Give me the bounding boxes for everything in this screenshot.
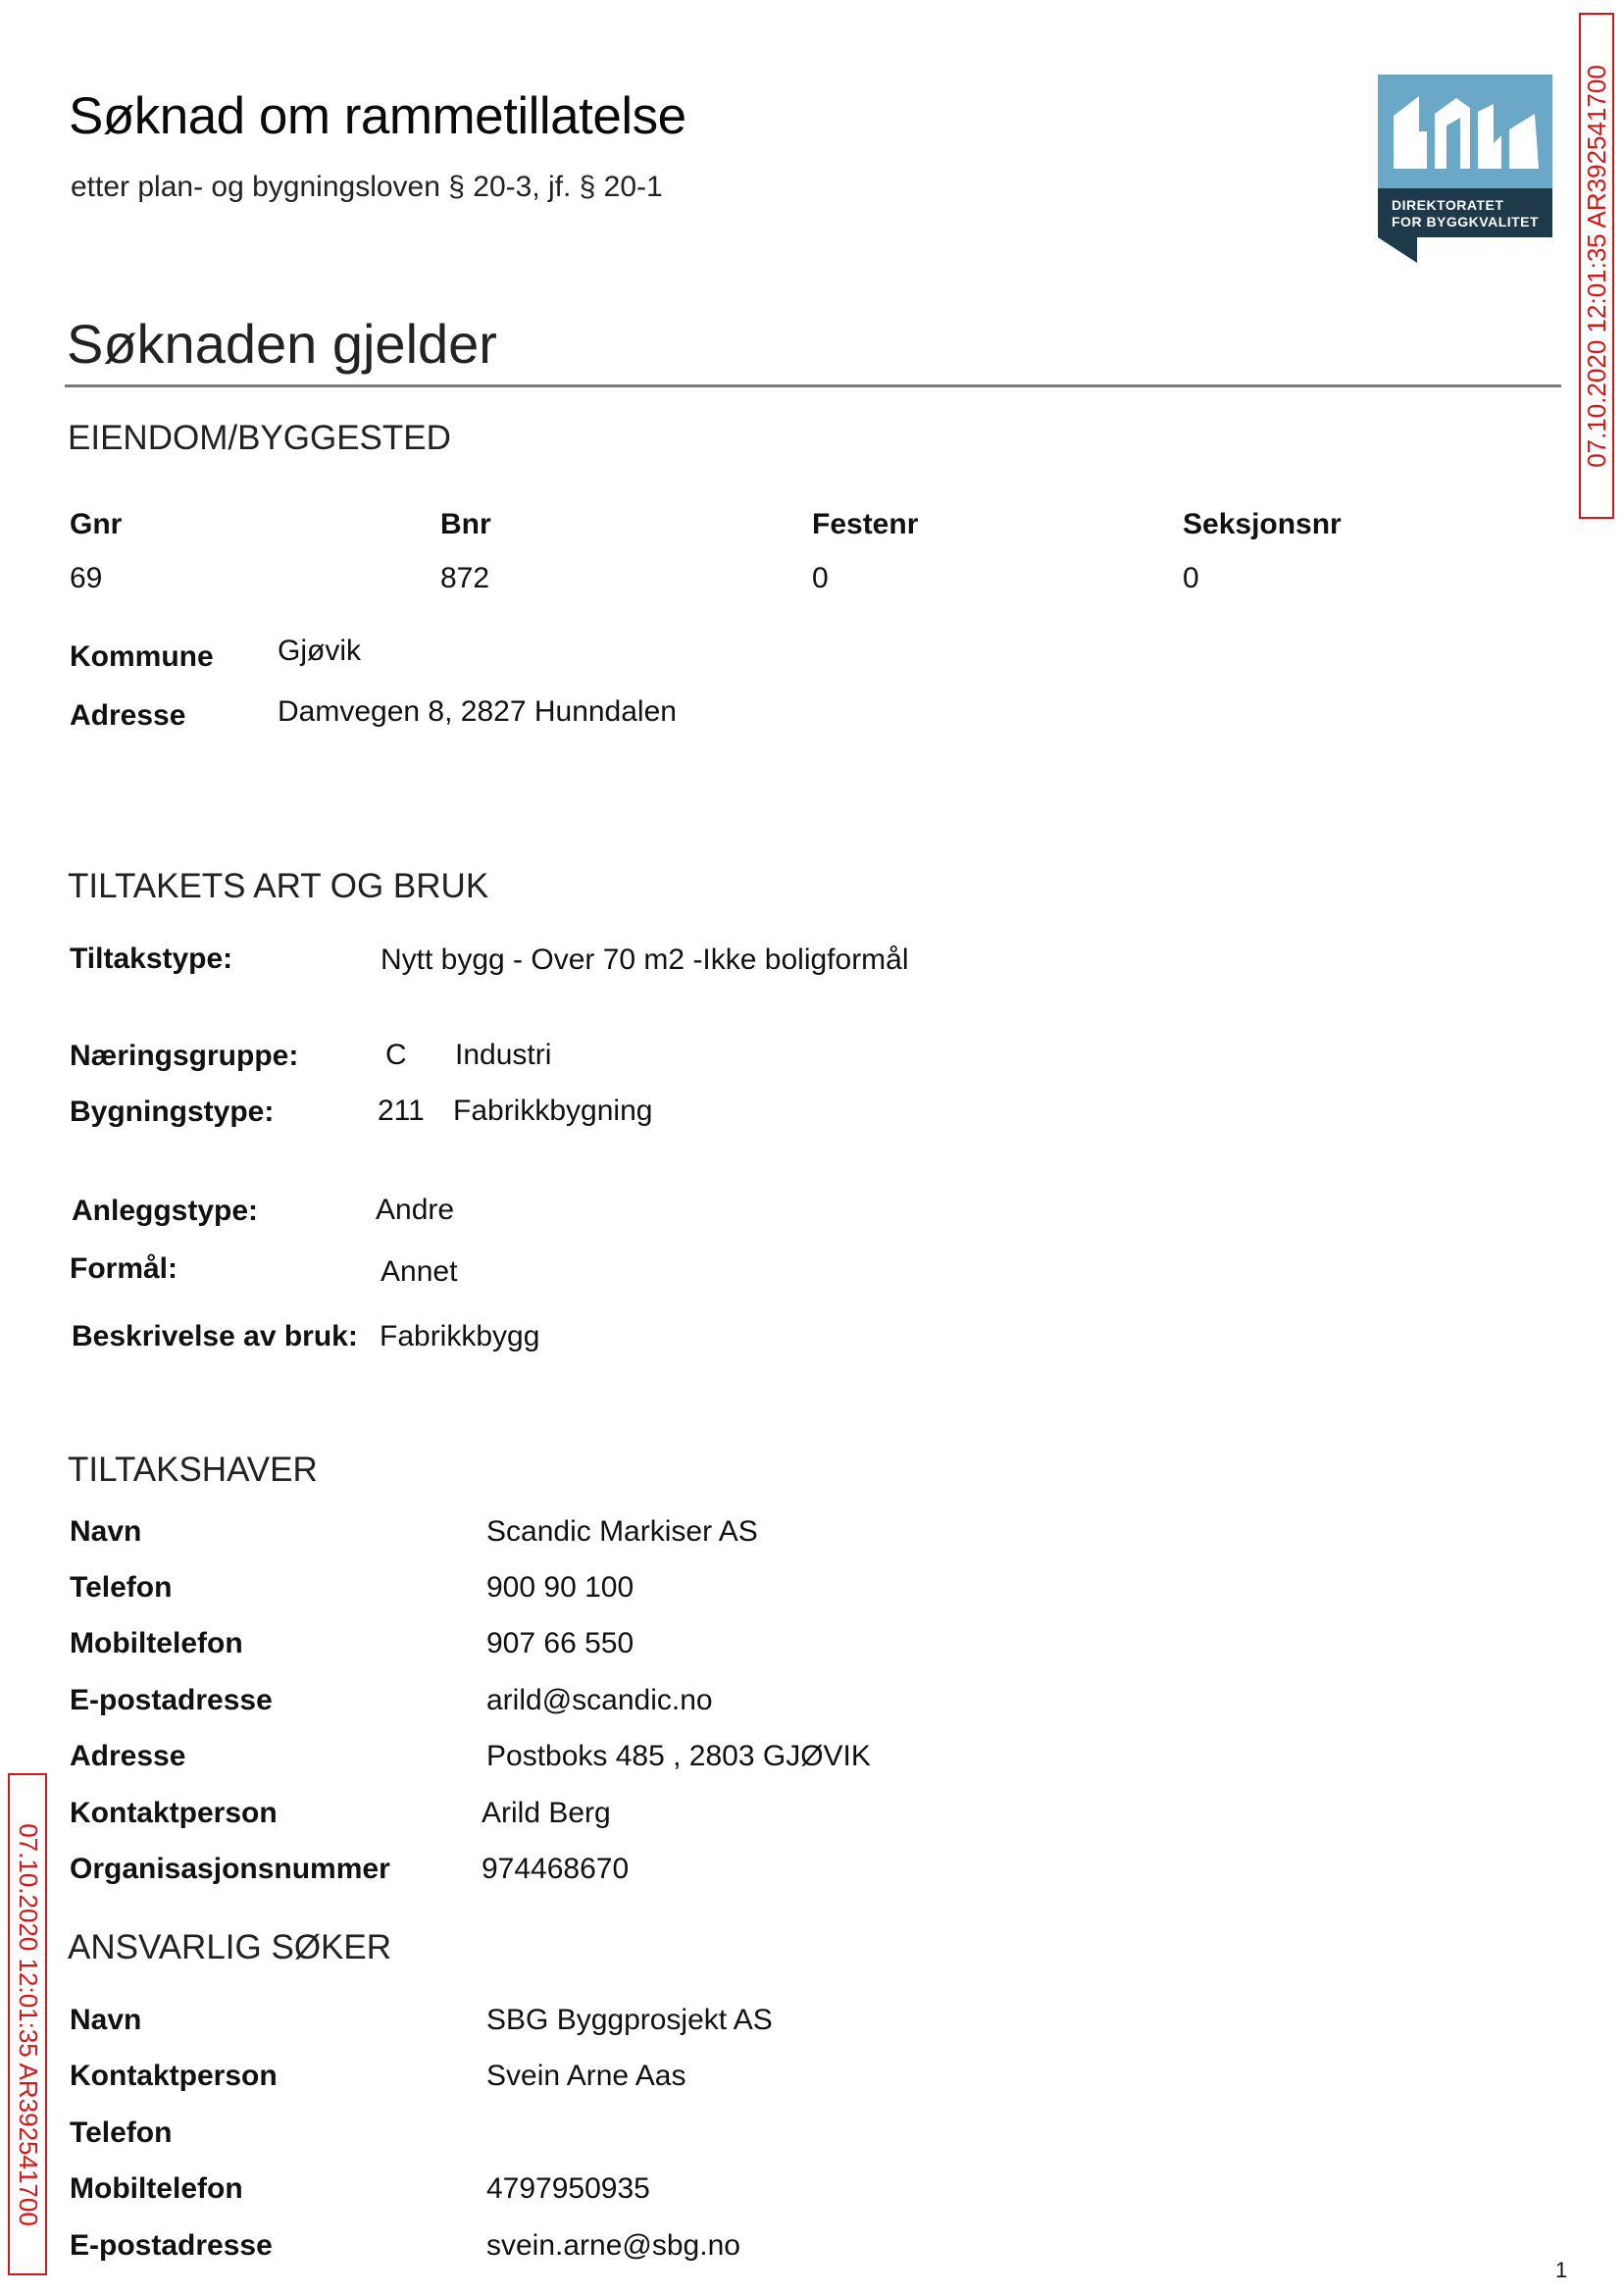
tiltakshaver-kontaktperson-value: Arild Berg xyxy=(482,1797,611,1829)
tiltakshaver-mobil-value: 907 66 550 xyxy=(486,1627,634,1659)
main-heading: Søknaden gjelder xyxy=(67,313,497,375)
soker-navn-value: SBG Byggprosjekt AS xyxy=(486,2004,773,2036)
bygningstype-code: 211 xyxy=(378,1095,425,1127)
bnr-label: Bnr xyxy=(440,508,491,540)
soker-kontaktperson-value: Svein Arne Aas xyxy=(486,2060,686,2092)
tiltakstype-value: Nytt bygg - Over 70 m2 -Ikke boligformål xyxy=(381,943,909,976)
archive-stamp-bottom xyxy=(8,1773,47,2275)
soker-mobil-value: 4797950935 xyxy=(486,2172,650,2205)
festenr-value: 0 xyxy=(812,562,829,594)
adresse-label: Adresse xyxy=(70,699,186,732)
page-number: 1 xyxy=(1555,2258,1568,2282)
tiltakshaver-mobil-label: Mobiltelefon xyxy=(70,1627,243,1659)
tiltakshaver-navn-value: Scandic Markiser AS xyxy=(486,1515,758,1548)
seksjonsnr-value: 0 xyxy=(1183,562,1199,594)
tiltakshaver-telefon-label: Telefon xyxy=(70,1571,173,1604)
naeringsgruppe-label: Næringsgruppe: xyxy=(70,1040,299,1072)
formal-label: Formål: xyxy=(70,1252,178,1285)
gnr-label: Gnr xyxy=(70,508,123,540)
soker-epost-label: E-postadresse xyxy=(70,2229,273,2262)
section-title-tiltakshaver: TILTAKSHAVER xyxy=(68,1451,318,1489)
adresse-value: Damvegen 8, 2827 Hunndalen xyxy=(278,695,677,728)
logo-text-line2: FOR BYGGKVALITET xyxy=(1392,214,1540,229)
soker-kontaktperson-label: Kontaktperson xyxy=(70,2060,278,2092)
tiltakshaver-navn-label: Navn xyxy=(70,1515,142,1548)
anleggstype-value: Andre xyxy=(376,1194,455,1226)
bygningstype-value: Fabrikkbygning xyxy=(453,1095,653,1127)
tiltakstype-label: Tiltakstype: xyxy=(70,943,233,975)
tiltakshaver-orgnr-value: 974468670 xyxy=(482,1853,630,1885)
section-title-ansvarlig-soker: ANSVARLIG SØKER xyxy=(68,1928,392,1966)
beskrivelse-value: Fabrikkbygg xyxy=(380,1320,540,1352)
festenr-label: Festenr xyxy=(812,508,919,540)
soker-epost-value: svein.arne@sbg.no xyxy=(486,2229,740,2262)
logo-tab xyxy=(1378,237,1417,263)
tiltakshaver-adresse-label: Adresse xyxy=(70,1740,186,1772)
document-title: Søknad om rammetillatelse xyxy=(69,87,686,145)
document-subtitle: etter plan- og bygningsloven § 20-3, jf. § 20-1 xyxy=(71,171,663,203)
tiltakshaver-orgnr-label: Organisasjonsnummer xyxy=(70,1853,390,1885)
logo-building-mark xyxy=(1378,75,1552,188)
kommune-value: Gjøvik xyxy=(278,635,361,667)
section-title-eiendom: EIENDOM/BYGGESTED xyxy=(68,419,451,457)
archive-stamp-top xyxy=(1579,13,1614,519)
kommune-label: Kommune xyxy=(70,640,214,673)
bnr-value: 872 xyxy=(440,562,490,594)
beskrivelse-label: Beskrivelse av bruk: xyxy=(72,1320,358,1352)
tiltakshaver-epost-label: E-postadresse xyxy=(70,1684,273,1716)
section-title-tiltak: TILTAKETS ART OG BRUK xyxy=(68,867,489,905)
heading-divider xyxy=(65,384,1561,387)
soker-telefon-label: Telefon xyxy=(70,2116,173,2149)
archive-stamp-text: 07.10.2020 12:01:35 AR392541700 xyxy=(13,1822,43,2226)
gnr-value: 69 xyxy=(70,562,103,594)
formal-value: Annet xyxy=(381,1255,458,1288)
naeringsgruppe-code: C xyxy=(385,1039,407,1071)
tiltakshaver-adresse-value: Postboks 485 , 2803 GJØVIK xyxy=(486,1740,871,1772)
tiltakshaver-epost-value: arild@scandic.no xyxy=(486,1684,713,1716)
bygningstype-label: Bygningstype: xyxy=(70,1096,275,1128)
dibk-logo xyxy=(1378,75,1552,263)
seksjonsnr-label: Seksjonsnr xyxy=(1183,508,1342,540)
soker-navn-label: Navn xyxy=(70,2004,142,2036)
tiltakshaver-kontaktperson-label: Kontaktperson xyxy=(70,1797,278,1829)
tiltakshaver-telefon-value: 900 90 100 xyxy=(486,1571,634,1604)
soker-mobil-label: Mobiltelefon xyxy=(70,2172,243,2205)
logo-text-line1: DIREKTORATET xyxy=(1392,197,1504,213)
archive-stamp-text: 07.10.2020 12:01:35 AR392541700 xyxy=(1581,64,1611,468)
logo-text xyxy=(1392,197,1539,230)
anleggstype-label: Anleggstype: xyxy=(72,1195,259,1227)
naeringsgruppe-value: Industri xyxy=(455,1039,552,1071)
